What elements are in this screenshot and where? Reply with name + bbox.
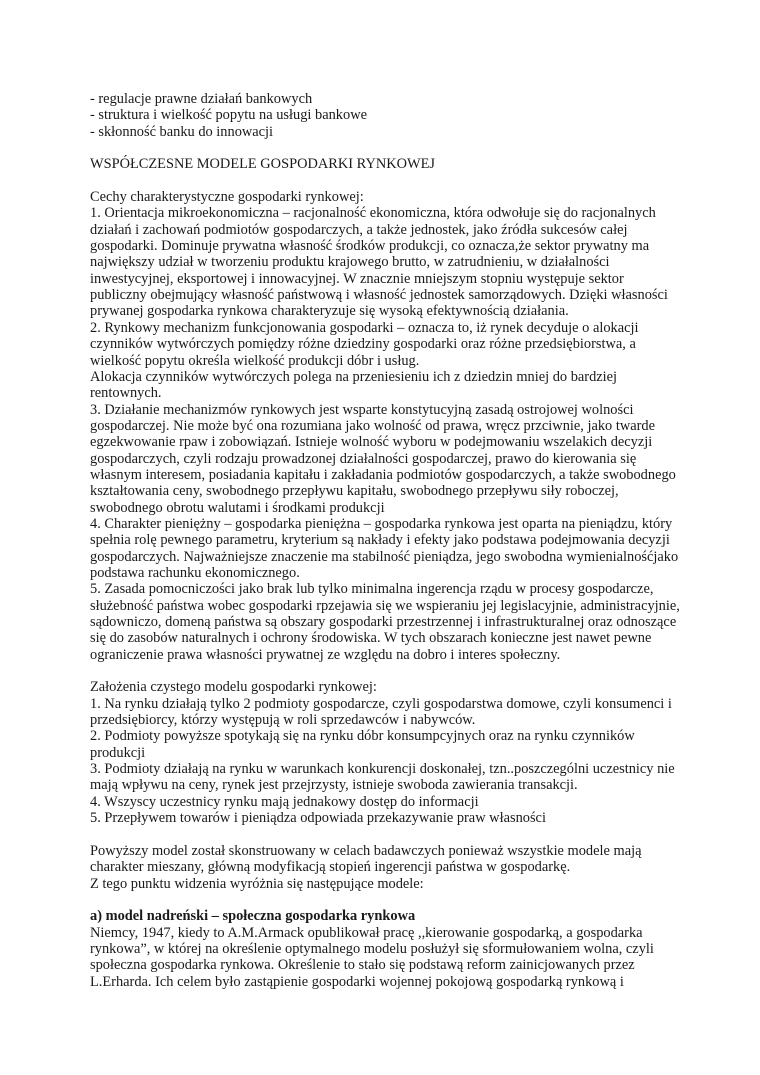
text-line: Założenia czystego modelu gospodarki rynkowej: [90, 679, 377, 696]
list-item: - skłonność banku do innowacji [90, 123, 274, 140]
text-line: prywanej gospodarka rynkowa charakteryzuje się wysoką efektywnością działania. [90, 303, 569, 320]
text-line: 3. Działanie mechanizmów rynkowych jest wsparte konstytucyjną zasadą ostrojowej wolności [90, 401, 634, 418]
text-line: 4. Charakter pieniężny – gospodarka pieniężna – gospodarka rynkowa jest oparta na pieniądzu, który [90, 515, 673, 532]
text-line: 1. Na rynku działają tylko 2 podmioty gospodarcze, czyli gospodarstwa domowe, czyli konsumenci i [90, 695, 672, 712]
text-line: 4. Wszyscy uczestnicy rynku mają jednakowy dostęp do informacji [90, 793, 479, 810]
text-line: podstawa rachunku ekonomicznego. [90, 564, 300, 581]
model-a-text [90, 925, 700, 990]
text-line: rynkowa”, w której na określenie optymalnego modelu posłużył się sformułowaniem wolna, czyli [90, 940, 654, 957]
text-line: kształtowania ceny, swobodnego przepływu kapitału, swobodnego przepływu siły roboczej, [90, 483, 619, 500]
model-a-heading: a) model nadreński – społeczna gospodarka rynkowa [90, 908, 416, 925]
text-line: służebność państwa wobec gospodarki rpzejawia się we wspieraniu jej legislacyjnie, administracyjnie, [90, 597, 680, 614]
intro-list [90, 91, 700, 140]
text-line: przedsiębiorcy, którzy występują w roli sprzedawców i nabywców. [90, 712, 476, 729]
text-line: produkcji [90, 744, 146, 761]
text-line: działań i zachowań podmiotów gospodarczych, a także jednostek, jako źródła sukcesów całej [90, 221, 628, 238]
text-line: L.Erharda. Ich celem było zastąpienie gospodarki wojennej pokojową gospodarką rynkową i [90, 973, 624, 990]
text-line: gospodarczych. Najważniejsze znaczenie ma stabilność pieniądza, jego swobodna wymienialnośćjako [90, 548, 679, 565]
text-line: Alokacja czynników wytwórczych polega na przeniesieniu ich z dziedzin mniej do bardziej [90, 368, 618, 385]
text-line: inwestycyjnej, eksportowej i innowacyjnej. W znacznie mniejszym stopniu występuje sektor [90, 270, 624, 287]
text-line: spełnia rolę pewnego parametru, kryterium są nakłady i efekty jako podstawa podejmowania decyzji [90, 532, 670, 549]
text-line: własnym interesem, posiadania kapitału i zakładania podmiotów gospodarczych, a także swobodnego [90, 466, 676, 483]
text-line: ograniczenie prawa własności prywatnej ze względu na dobro i interes społeczny. [90, 646, 561, 663]
text-line: gospodarczej. Nie może być ona rozumiana jako wolność od prawa, wręcz przciwnie, jako twarde [90, 417, 656, 434]
assumptions-section [90, 679, 700, 826]
text-line: sądowniczo, domeną państwa są obszary gospodarki przestrzennej i infrastrukturalnej oraz odnoszące [90, 614, 677, 630]
text-line: gospodarki. Dominuje prywatna własność środków produkcji, co oznacza,że sektor prywatny ma [90, 238, 650, 255]
models-intro [90, 843, 700, 892]
text-line: Niemcy, 1947, kiedy to A.M.Armack opublikował pracę ,,kierowanie gospodarką, a gospodarka [90, 924, 643, 941]
text-line: 5. Przepływem towarów i pieniądza odpowiada przekazywanie praw własności [90, 810, 546, 827]
text-line: 1. Orientacja mikroekonomiczna – racjonalność ekonomiczna, która odwołuje się do racjonalnych [90, 205, 656, 222]
text-line: publiczny obejmujący własność państwową i własność jednostek samorządowych. Dzięki własności [90, 287, 668, 304]
text-line: wielkość popytu określa wielkość produkcji dóbr i usług. [90, 352, 420, 369]
text-line: 5. Zasada pomocniczości jako brak lub tylko minimalna ingerencja rządu w procesy gospodarcze, [90, 581, 654, 598]
list-item: - struktura i wielkość popytu na usługi bankowe [90, 107, 367, 124]
list-item: - regulacje prawne działań bankowych [90, 91, 313, 107]
text-line: się do zasobów naturalnych i ochrony środowiska. W tych obszarach konieczne jest nawet pewne [90, 630, 652, 647]
text-line: Z tego punktu widzenia wyróżnia się następujące modele: [90, 875, 424, 892]
text-line: rentownych. [90, 385, 162, 402]
text-line: społeczna gospodarka rynkowa. Określenie to stało się podstawą reform zainicjowanych przez [90, 957, 635, 974]
text-line: 3. Podmioty działają na rynku w warunkach konkurencji doskonałej, tzn..poszczególni uczestnicy nie [90, 761, 675, 778]
text-line: swobodnego obrotu walutami i środkami produkcji [90, 499, 385, 516]
text-line: gospodarczych, czyli rodzaju prowadzonej działalności gospodarczej, prawo do kierowania się [90, 450, 637, 467]
text-line: Powyższy model został skonstruowany w celach badawczych ponieważ wszystkie modele mają [90, 842, 642, 859]
section-title: WSPÓŁCZESNE MODELE GOSPODARKI RYNKOWEJ [90, 156, 435, 173]
text-line: czynników wytwórczych pomiędzy różne dziedziny gospodarki oraz różne przedsiębiorstwa, a [90, 336, 636, 353]
text-line: Cechy charakterystyczne gospodarki rynkowej: [90, 189, 364, 206]
text-line: charakter mieszany, główną modyfikacją stopień ingerencji państwa w gospodarkę. [90, 859, 571, 876]
features-section [90, 189, 700, 663]
text-line: mają wpływu na ceny, rynek jest przejrzysty, istnieje swoboda zawierania transakcji. [90, 777, 578, 794]
text-line: 2. Podmioty powyższe spotykają się na rynku dóbr konsumpcyjnych oraz na rynku czynników [90, 728, 635, 745]
text-line: egzekwowanie rpaw i zobowiązań. Istnieje wolność wyboru w podejmowaniu wszelakich decyzji [90, 434, 653, 451]
text-line: największy udział w tworzeniu produktu krajowego brutto, w zatrudnieniu, w działalności [90, 254, 610, 271]
text-line: 2. Rynkowy mechanizm funkcjonowania gospodarki – oznacza to, iż rynek decyduje o alokacji [90, 319, 639, 336]
